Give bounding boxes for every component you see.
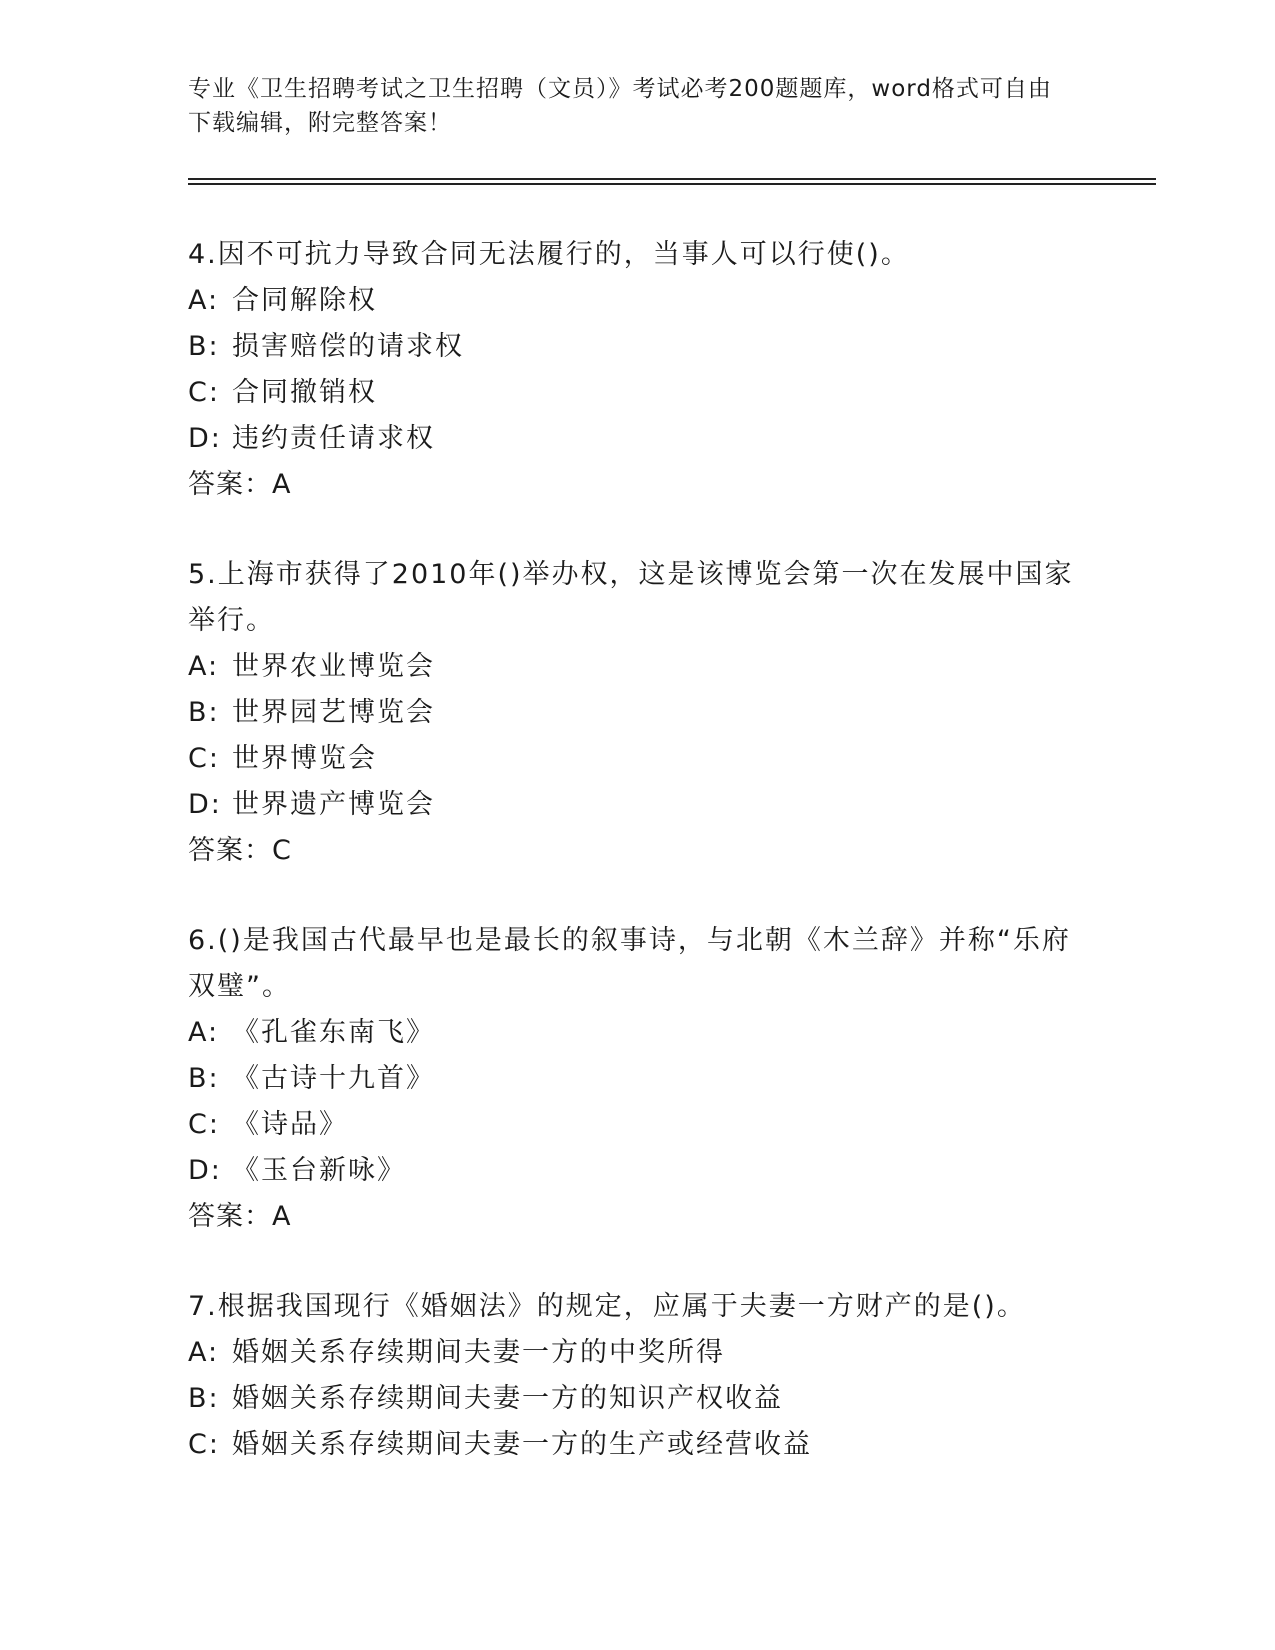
option-key: A:: [188, 285, 220, 316]
option-key: B:: [188, 331, 220, 362]
header-intro-text: 专业《卫生招聘考试之卫生招聘（文员）》考试必考200题题库，word格式可自由下载编辑，附完整答案！: [188, 76, 1052, 136]
option-text: 《古诗十九首》: [232, 1063, 435, 1094]
option-text: 合同解除权: [232, 285, 377, 316]
option-text: 世界遗产博览会: [232, 789, 435, 820]
question-4: [188, 232, 1088, 508]
option-b: [188, 1376, 1088, 1422]
option-a: [188, 1010, 1088, 1056]
answer-label: 答案：: [188, 1201, 272, 1232]
answer-label: 答案：: [188, 835, 272, 866]
option-key: B:: [188, 697, 220, 728]
option-key: C:: [188, 1109, 220, 1140]
question-5: [188, 552, 1088, 874]
answer-line: [188, 828, 1088, 874]
option-key: B:: [188, 1063, 220, 1094]
option-text: 世界博览会: [232, 743, 377, 774]
question-stem: 7.根据我国现行《婚姻法》的规定，应属于夫妻一方财产的是()。: [188, 1291, 1026, 1322]
option-text: 《诗品》: [232, 1109, 348, 1140]
option-c: [188, 736, 1088, 782]
option-key: D:: [188, 1155, 222, 1186]
option-c: [188, 1422, 1088, 1468]
option-a: [188, 278, 1088, 324]
option-c: [188, 1102, 1088, 1148]
option-b: [188, 690, 1088, 736]
option-key: B:: [188, 1383, 220, 1414]
option-key: C:: [188, 1429, 220, 1460]
answer-line: [188, 462, 1088, 508]
option-text: 损害赔偿的请求权: [232, 331, 464, 362]
option-a: [188, 1330, 1088, 1376]
answer-value: A: [272, 1201, 292, 1232]
answer-value: A: [272, 469, 292, 500]
answer-line: [188, 1194, 1088, 1240]
option-key: C:: [188, 743, 220, 774]
option-key: A:: [188, 1017, 220, 1048]
option-d: [188, 782, 1088, 828]
question-stem: 5.上海市获得了2010年()举办权，这是该博览会第一次在发展中国家举行。: [188, 559, 1074, 636]
question-7: [188, 1284, 1088, 1468]
option-text: 合同撤销权: [232, 377, 377, 408]
option-key: C:: [188, 377, 220, 408]
option-key: D:: [188, 789, 222, 820]
option-text: 《玉台新咏》: [232, 1155, 406, 1186]
option-text: 婚姻关系存续期间夫妻一方的中奖所得: [232, 1337, 725, 1368]
header-divider-top: [188, 178, 1156, 180]
option-text: 婚姻关系存续期间夫妻一方的知识产权收益: [232, 1383, 783, 1414]
question-6: [188, 918, 1088, 1240]
question-list: [188, 232, 1088, 1512]
question-stem: 4.因不可抗力导致合同无法履行的，当事人可以行使()。: [188, 239, 910, 270]
option-text: 婚姻关系存续期间夫妻一方的生产或经营收益: [232, 1429, 812, 1460]
option-d: [188, 416, 1088, 462]
option-a: [188, 644, 1088, 690]
option-b: [188, 1056, 1088, 1102]
option-text: 违约责任请求权: [232, 423, 435, 454]
option-text: 《孔雀东南飞》: [232, 1017, 435, 1048]
option-key: A:: [188, 651, 220, 682]
answer-label: 答案：: [188, 469, 272, 500]
option-b: [188, 324, 1088, 370]
option-text: 世界农业博览会: [232, 651, 435, 682]
option-c: [188, 370, 1088, 416]
option-text: 世界园艺博览会: [232, 697, 435, 728]
option-key: A:: [188, 1337, 220, 1368]
question-stem: 6.()是我国古代最早也是最长的叙事诗，与北朝《木兰辞》并称“乐府双璧”。: [188, 925, 1071, 1002]
document-header: [188, 72, 1068, 140]
option-key: D:: [188, 423, 222, 454]
header-divider-bottom: [188, 183, 1156, 185]
answer-value: C: [272, 835, 292, 866]
option-d: [188, 1148, 1088, 1194]
